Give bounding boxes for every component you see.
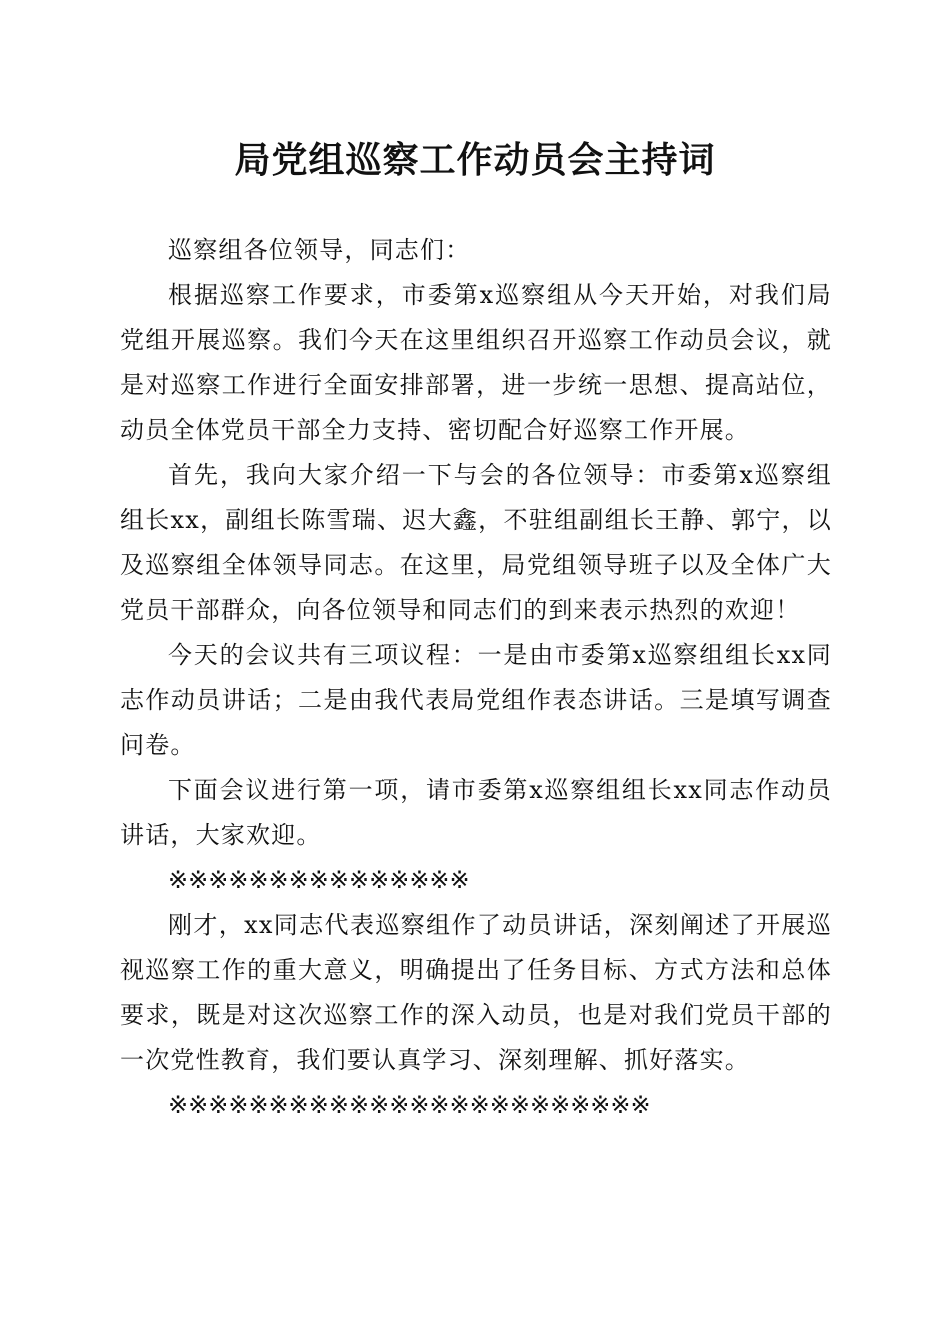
document-body	[120, 228, 832, 1128]
document-title: 局党组巡察工作动员会主持词	[234, 139, 716, 181]
salutation: 巡察组各位领导，同志们：	[168, 236, 471, 264]
paragraph-agenda: 今天的会议共有三项议程：一是由市委第x巡察组组长xx同志作动员讲话；二是由我代表局党组作表态讲话。三是填写调查问卷。	[120, 641, 832, 759]
separator-2: ※※※※※※※※※※※※※※※※※※※※※※※※	[168, 1091, 651, 1119]
paragraph-introduce-leaders: 首先，我向大家介绍一下与会的各位领导：市委第x巡察组组长xx，副组长陈雪瑞、迟大鑫，不驻组副组长王静、郭宁，以及巡察组全体领导同志。在这里，局党组领导班子以及全体广大党员干部群众，向各位领导和同志们的到来表示热烈的欢迎！	[120, 461, 832, 624]
paragraph-intro: 根据巡察工作要求，市委第x巡察组从今天开始，对我们局党组开展巡察。我们今天在这里组织召开巡察工作动员会议，就是对巡察工作进行全面安排部署，进一步统一思想、提高站位，动员全体党员干部全力支持、密切配合好巡察工作开展。	[120, 281, 832, 444]
separator-1: ※※※※※※※※※※※※※※※	[168, 866, 470, 894]
paragraph-after-speech: 刚才，xx同志代表巡察组作了动员讲话，深刻阐述了开展巡视巡察工作的重大意义，明确提出了任务目标、方式方法和总体要求，既是对这次巡察工作的深入动员，也是对我们党员干部的一次党性教育，我们要认真学习、深刻理解、抓好落实。	[120, 911, 832, 1074]
paragraph-first-item: 下面会议进行第一项，请市委第x巡察组组长xx同志作动员讲话，大家欢迎。	[120, 776, 832, 849]
